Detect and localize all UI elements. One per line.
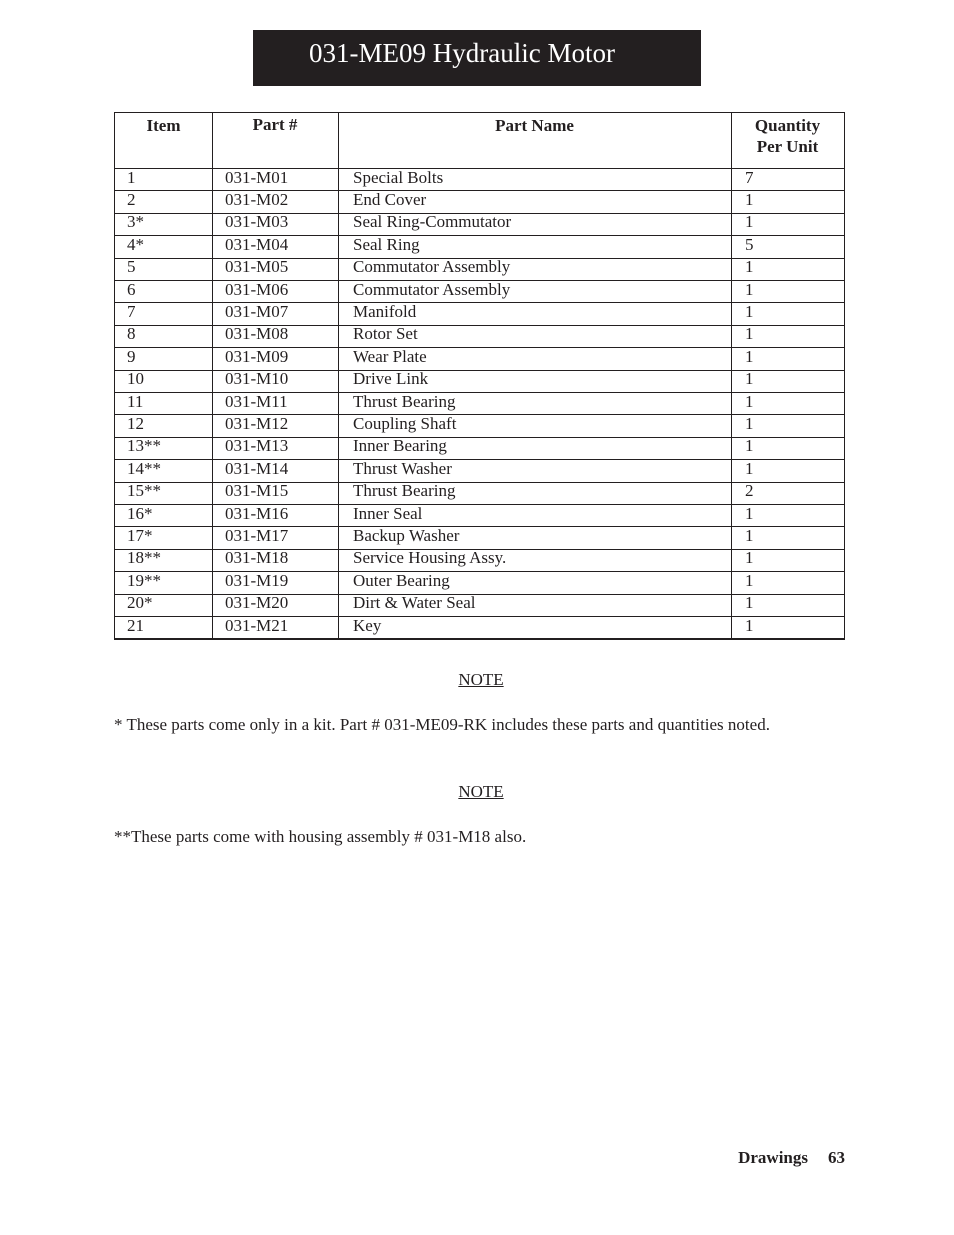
part-number-cell: 031-M20 (225, 593, 289, 613)
quantity-cell: 1 (745, 189, 754, 209)
part-number-cell: 031-M21 (225, 615, 289, 635)
item-cell: 16* (127, 503, 153, 523)
part-name-cell: Coupling Shaft (353, 413, 457, 433)
part-number-cell: 031-M18 (225, 548, 289, 568)
part-number-cell: 031-M16 (225, 503, 289, 523)
part-name-cell: Commutator Assembly (353, 257, 511, 277)
part-number-cell: 031-M02 (225, 189, 289, 209)
quantity-cell: 1 (745, 279, 754, 299)
row-divider (115, 638, 844, 639)
part-name-cell: Manifold (353, 301, 417, 321)
item-cell: 17* (127, 525, 153, 545)
part-name-cell: Thrust Washer (353, 458, 452, 478)
item-cell: 7 (127, 301, 136, 321)
part-number-cell: 031-M06 (225, 279, 289, 299)
item-cell: 4* (127, 234, 144, 254)
page-footer (738, 1148, 845, 1168)
column-divider (338, 113, 339, 639)
quantity-cell: 1 (745, 346, 754, 366)
item-cell: 2 (127, 189, 136, 209)
quantity-cell: 1 (745, 525, 754, 545)
part-name-cell: Thrust Bearing (353, 481, 456, 501)
item-cell: 11 (127, 391, 144, 411)
part-number-cell: 031-M08 (225, 324, 289, 344)
item-cell: 3* (127, 212, 144, 232)
part-name-cell: Rotor Set (353, 324, 418, 344)
part-name-cell: Special Bolts (353, 167, 444, 187)
note-heading: NOTE (458, 670, 504, 689)
part-number-cell: 031-M11 (225, 391, 288, 411)
item-cell: 14** (127, 458, 161, 478)
item-cell: 12 (127, 413, 144, 433)
item-cell: 21 (127, 615, 144, 635)
footer-section: Drawings (738, 1148, 808, 1167)
part-number-cell: 031-M10 (225, 369, 289, 389)
parts-table (114, 112, 845, 640)
quantity-cell: 5 (745, 234, 754, 254)
item-cell: 6 (127, 279, 136, 299)
part-name-cell: Outer Bearing (353, 570, 450, 590)
part-number-cell: 031-M03 (225, 212, 289, 232)
quantity-cell: 1 (745, 548, 754, 568)
part-name-cell: Inner Bearing (353, 436, 447, 456)
quantity-cell: 1 (745, 436, 754, 456)
part-name-cell: Dirt & Water Seal (353, 593, 476, 613)
part-number-cell: 031-M17 (225, 525, 289, 545)
item-cell: 8 (127, 324, 136, 344)
quantity-cell: 1 (745, 413, 754, 433)
item-cell: 9 (127, 346, 136, 366)
page-number: 63 (828, 1148, 845, 1167)
column-divider (731, 113, 732, 639)
quantity-cell: 1 (745, 593, 754, 613)
item-cell: 5 (127, 257, 136, 277)
item-cell: 19** (127, 570, 161, 590)
part-name-cell: Wear Plate (353, 346, 427, 366)
quantity-cell: 1 (745, 615, 754, 635)
part-number-cell: 031-M09 (225, 346, 289, 366)
item-cell: 10 (127, 369, 144, 389)
part-name-cell: Seal Ring (353, 234, 420, 254)
note-text: **These parts come with housing assembly # 031-M18 also. (114, 827, 527, 846)
header-quantity-line1: Quantity (754, 116, 821, 135)
page-title: 031-ME09 Hydraulic Motor (253, 30, 701, 86)
part-number-cell: 031-M19 (225, 570, 289, 590)
quantity-cell: 1 (745, 458, 754, 478)
part-name-cell: Drive Link (353, 369, 429, 389)
part-name-cell: Backup Washer (353, 525, 460, 545)
item-cell: 18** (127, 548, 161, 568)
quantity-cell: 1 (745, 369, 754, 389)
part-name-cell: Inner Seal (353, 503, 423, 523)
quantity-cell: 1 (745, 212, 754, 232)
part-number-cell: 031-M15 (225, 481, 289, 501)
part-name-cell: Seal Ring-Commutator (353, 212, 512, 232)
part-number-cell: 031-M12 (225, 413, 289, 433)
quantity-cell: 1 (745, 570, 754, 590)
quantity-cell: 1 (745, 257, 754, 277)
header-quantity (731, 115, 844, 157)
part-name-cell: Key (353, 615, 382, 635)
part-name-cell: Commutator Assembly (353, 279, 511, 299)
part-name-cell: Thrust Bearing (353, 391, 456, 411)
quantity-cell: 7 (745, 167, 754, 187)
part-number-cell: 031-M07 (225, 301, 289, 321)
header-quantity-line2: Per Unit (756, 137, 819, 156)
item-cell: 1 (127, 167, 136, 187)
item-cell: 20* (127, 593, 153, 613)
part-number-cell: 031-M04 (225, 234, 289, 254)
note-text: * These parts come only in a kit. Part # 031-ME09-RK includes these parts and quantities noted. (114, 715, 770, 734)
note-heading: NOTE (458, 782, 504, 801)
part-number-cell: 031-M01 (225, 167, 289, 187)
column-divider (212, 113, 213, 639)
part-number-cell: 031-M05 (225, 257, 289, 277)
header-part-name: Part Name (495, 116, 574, 135)
header-item: Item (146, 116, 181, 135)
part-number-cell: 031-M13 (225, 436, 289, 456)
part-name-cell: End Cover (353, 189, 427, 209)
quantity-cell: 1 (745, 324, 754, 344)
quantity-cell: 2 (745, 481, 754, 501)
part-name-cell: Service Housing Assy. (353, 548, 507, 568)
part-number-cell: 031-M14 (225, 458, 289, 478)
quantity-cell: 1 (745, 391, 754, 411)
quantity-cell: 1 (745, 301, 754, 321)
item-cell: 15** (127, 481, 161, 501)
item-cell: 13** (127, 436, 161, 456)
quantity-cell: 1 (745, 503, 754, 523)
header-part-number: Part # (252, 115, 298, 134)
